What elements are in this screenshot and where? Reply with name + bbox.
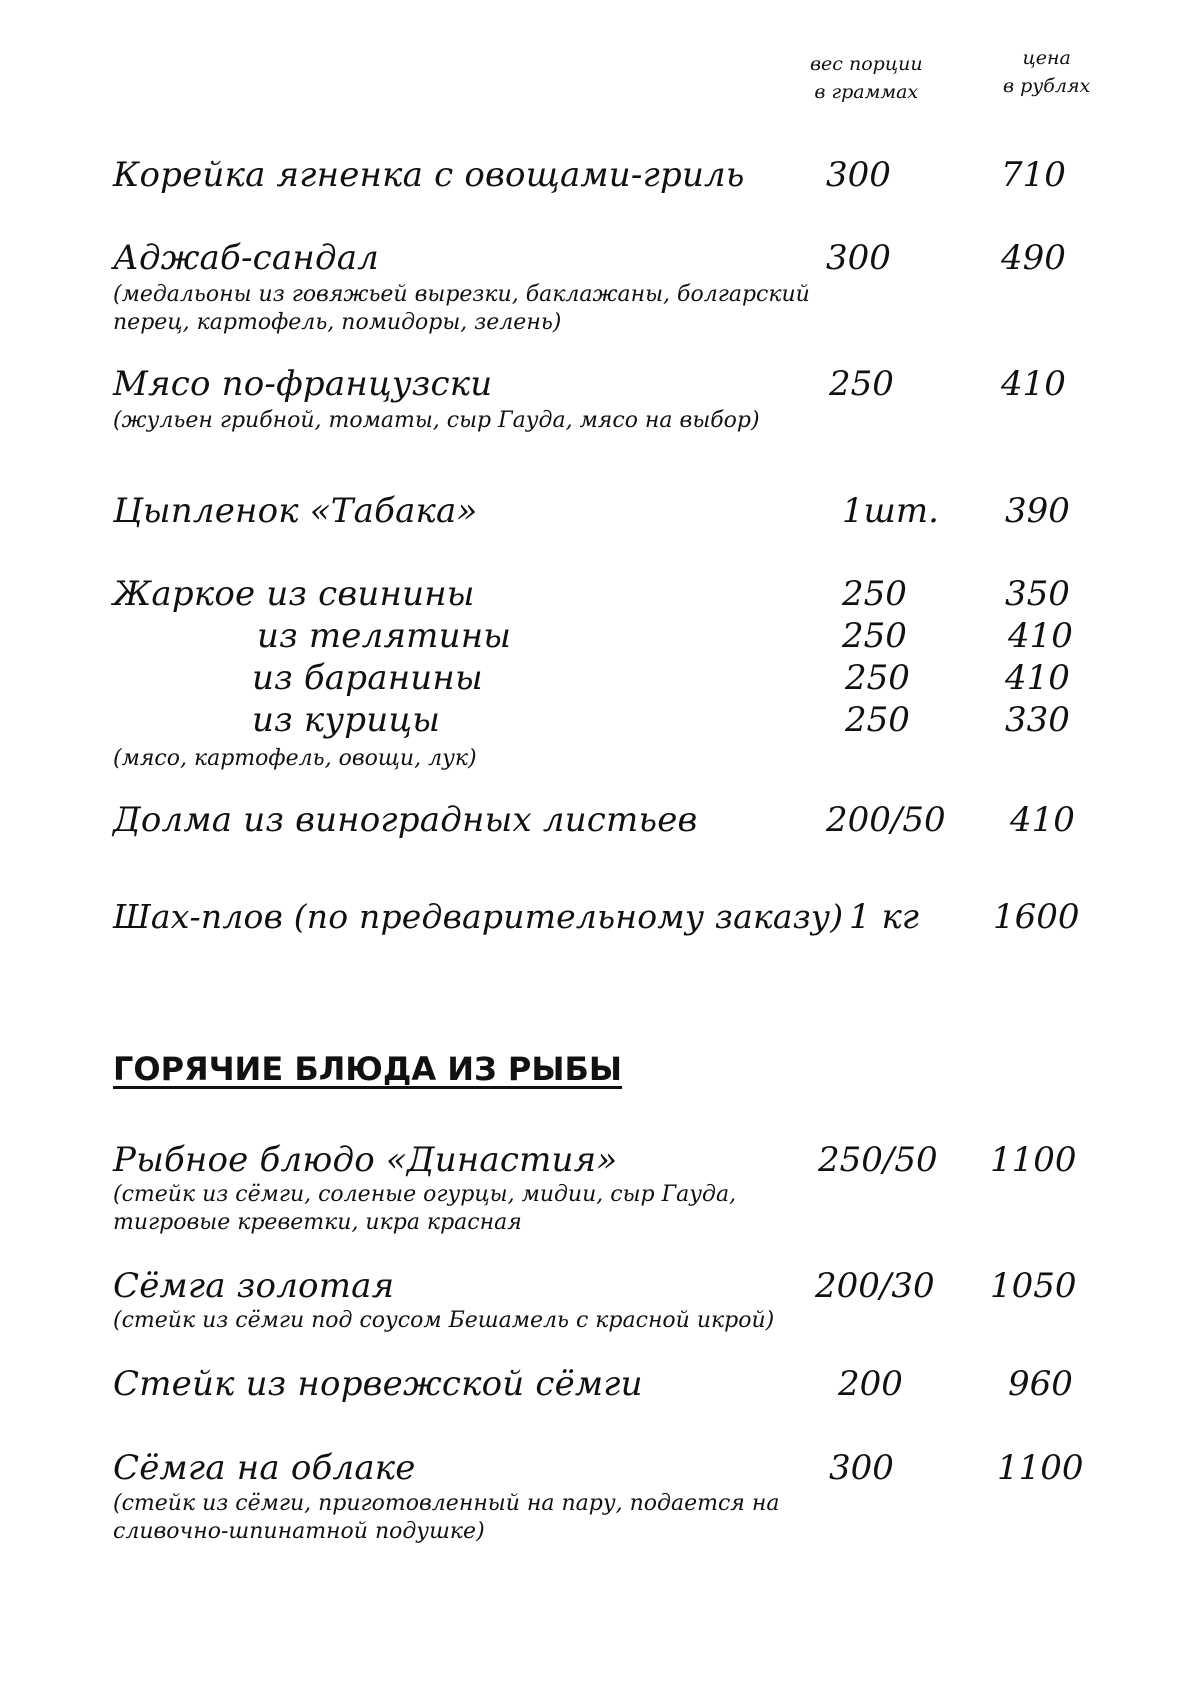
dish-description: (жульен грибной, томаты, сыр Гауда, мясо на выбор) bbox=[113, 408, 760, 433]
dish-weight: 250/50 bbox=[818, 1140, 938, 1180]
dish-name: из курицы bbox=[252, 700, 441, 740]
dish-description: перец, картофель, помидоры, зелень) bbox=[113, 310, 562, 335]
dish-name: Рыбное блюдо «Династия» bbox=[113, 1140, 618, 1180]
dish-name: Сёмга золотая bbox=[113, 1266, 395, 1306]
dish-weight: 250 bbox=[829, 364, 894, 404]
dish-price: 350 bbox=[1005, 574, 1070, 614]
dish-weight: 250 bbox=[845, 658, 910, 698]
dish-name: Жаркое из свинины bbox=[113, 574, 475, 614]
dish-name: Корейка ягненка с овощами-гриль bbox=[113, 155, 745, 195]
dish-price: 410 bbox=[1008, 616, 1073, 656]
dish-name: из телятины bbox=[257, 616, 512, 656]
dish-weight: 300 bbox=[826, 238, 891, 278]
dish-description: (медальоны из говяжьей вырезки, баклажаны, болгарский bbox=[113, 282, 810, 307]
dish-price: 330 bbox=[1005, 700, 1070, 740]
dish-price: 410 bbox=[1005, 658, 1070, 698]
dish-price: 960 bbox=[1008, 1364, 1073, 1404]
dish-weight: 250 bbox=[842, 574, 907, 614]
dish-description: (мясо, картофель, овощи, лук) bbox=[113, 746, 477, 771]
dish-weight: 300 bbox=[826, 155, 891, 195]
price-column-header bbox=[1003, 44, 1090, 100]
price-header-line2: в рублях bbox=[1003, 75, 1091, 97]
dish-description: тигровые креветки, икра красная bbox=[113, 1210, 522, 1235]
dish-name: Мясо по-французски bbox=[113, 364, 493, 404]
dish-name: Цыпленок «Табака» bbox=[113, 491, 478, 531]
dish-price: 1100 bbox=[997, 1448, 1084, 1488]
weight-header-line1: вес порции bbox=[810, 53, 923, 75]
dish-price: 410 bbox=[1010, 800, 1075, 840]
dish-name: Сёмга на облаке bbox=[113, 1448, 416, 1488]
dish-price: 710 bbox=[1001, 155, 1066, 195]
dish-weight: 200/50 bbox=[826, 800, 946, 840]
dish-price: 490 bbox=[1001, 238, 1066, 278]
dish-name: Аджаб-сандал bbox=[113, 238, 380, 278]
dish-description: (стейк из сёмги под соусом Бешамель с красной икрой) bbox=[113, 1308, 775, 1333]
weight-column-header bbox=[810, 50, 923, 106]
dish-weight: 1 кг bbox=[849, 897, 919, 937]
price-header-line1: цена bbox=[1022, 47, 1071, 69]
dish-name: Шах-плов (по предварительному заказу) bbox=[113, 897, 844, 936]
dish-name: Стейк из норвежской сёмги bbox=[113, 1364, 643, 1404]
dish-weight: 1шт. bbox=[842, 491, 939, 531]
dish-weight: 200/30 bbox=[815, 1266, 935, 1306]
dish-price: 1600 bbox=[993, 897, 1080, 937]
dish-weight: 250 bbox=[845, 700, 910, 740]
dish-name: из баранины bbox=[252, 658, 483, 698]
dish-price: 1100 bbox=[990, 1140, 1077, 1180]
dish-name: Долма из виноградных листьев bbox=[113, 800, 698, 840]
dish-description: (стейк из сёмги, соленые огурцы, мидии, сыр Гауда, bbox=[113, 1182, 737, 1207]
dish-price: 390 bbox=[1005, 491, 1070, 531]
dish-weight: 200 bbox=[838, 1364, 903, 1404]
dish-description: (стейк из сёмги, приготовленный на пару, подается на bbox=[113, 1491, 780, 1516]
dish-weight: 300 bbox=[829, 1448, 894, 1488]
dish-price: 1050 bbox=[990, 1266, 1077, 1306]
dish-description: сливочно-шпинатной подушке) bbox=[113, 1519, 485, 1544]
section-title: ГОРЯЧИЕ БЛЮДА ИЗ РЫБЫ bbox=[113, 1050, 623, 1088]
dish-weight: 250 bbox=[842, 616, 907, 656]
weight-header-line2: в граммах bbox=[814, 81, 919, 103]
dish-price: 410 bbox=[1001, 364, 1066, 404]
